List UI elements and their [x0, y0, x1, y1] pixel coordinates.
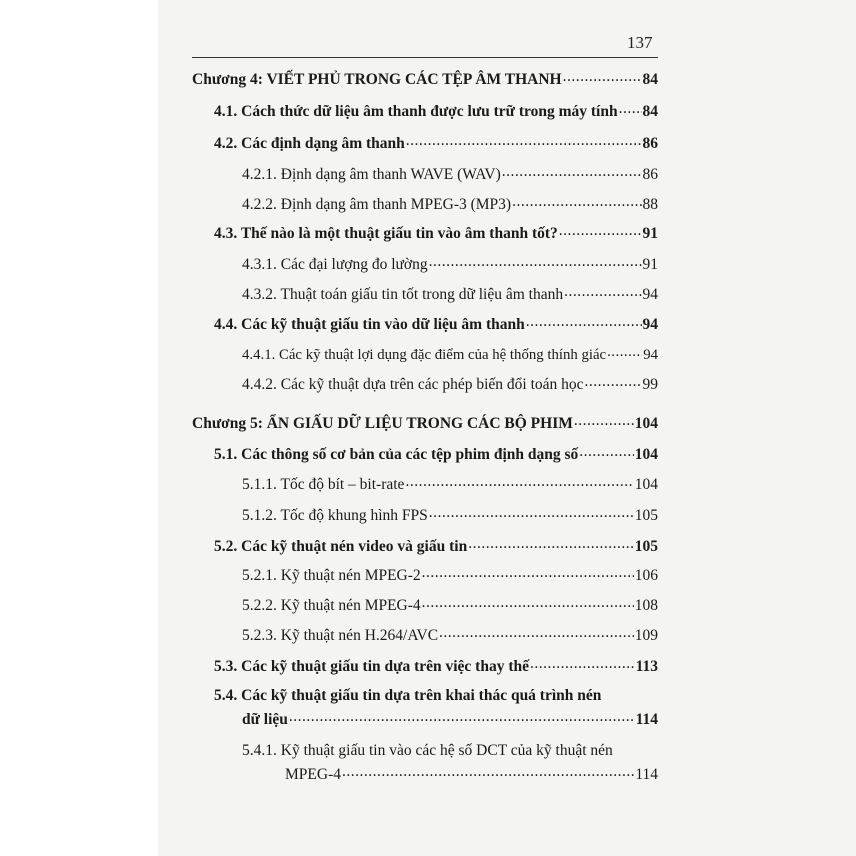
toc-entry-title: 5.2.2. Kỹ thuật nén MPEG-4 [242, 597, 421, 614]
toc-entry [214, 224, 658, 244]
toc-entry [242, 710, 658, 730]
toc-entry-title: 5.2. Các kỹ thuật nén video và giấu tin [214, 538, 468, 555]
toc-entry [214, 134, 658, 154]
toc-leader [289, 710, 635, 724]
toc-entry [214, 445, 658, 465]
toc-entry-title: Chương 5: ẨN GIẤU DỮ LIỆU TRONG CÁC BỘ PHIM [192, 415, 573, 432]
toc-entry [214, 657, 658, 677]
toc-leader [422, 566, 634, 580]
toc-leader [579, 445, 633, 459]
toc-leader [574, 414, 634, 428]
toc-entry-page: 84 [642, 103, 658, 120]
toc-entry-title: 4.2. Các định dạng âm thanh [214, 135, 405, 152]
toc-leader [502, 165, 642, 179]
toc-entry [242, 596, 658, 616]
toc-entry-page: 106 [634, 567, 658, 584]
toc-entry-page: 94 [642, 286, 658, 303]
toc-entry-page: 88 [642, 196, 658, 213]
toc-leader [422, 596, 634, 610]
toc-entry [242, 626, 658, 646]
toc-entry-page: 91 [642, 256, 658, 273]
toc-leader [439, 626, 634, 640]
toc-entry-title: dữ liệu [242, 711, 288, 728]
toc-entry-title-line1: 5.4.1. Kỹ thuật giấu tin vào các hệ số DCT của kỹ thuật nén [242, 742, 613, 759]
toc-leader [429, 255, 642, 269]
page-number: 137 [627, 33, 653, 52]
toc-entry-title: 5.1. Các thông số cơ bản của các tệp phim định dạng số [214, 446, 579, 463]
toc-entry [242, 195, 658, 215]
toc-entry [192, 414, 658, 434]
toc-entry-page: 91 [642, 225, 658, 242]
toc-entry-title: 4.2.2. Định dạng âm thanh MPEG-3 (MP3) [242, 196, 512, 213]
toc-leader [564, 285, 641, 299]
toc-leader [563, 70, 642, 84]
toc-leader [468, 537, 634, 551]
toc-entry-page: 104 [634, 476, 658, 493]
toc-entry-page: 113 [635, 658, 658, 675]
toc-leader [607, 345, 642, 359]
toc-entry-title: 5.3. Các kỹ thuật giấu tin dựa trên việc thay thế [214, 658, 529, 675]
toc-entry [192, 70, 658, 90]
toc-entry-page: 114 [635, 711, 658, 728]
toc-leader [429, 506, 634, 520]
toc-entry-title: 4.1. Cách thức dữ liệu âm thanh được lưu trữ trong máy tính [214, 103, 618, 120]
toc-entry-title: 5.2.3. Kỹ thuật nén H.264/AVC [242, 627, 439, 644]
toc-entry-title: 4.3. Thế nào là một thuật giấu tin vào âm thanh tốt? [214, 225, 558, 242]
toc-entry-page: 86 [642, 166, 658, 183]
toc-entry [214, 315, 658, 335]
toc-entry [214, 102, 658, 122]
toc-entry [242, 285, 658, 305]
toc-leader [530, 657, 635, 671]
toc-entry [242, 475, 658, 495]
toc-leader [406, 134, 642, 148]
toc-leader [559, 224, 642, 238]
toc-entry-page: 109 [634, 627, 658, 644]
toc-entry-page: 108 [634, 597, 658, 614]
toc-entry [242, 566, 658, 586]
toc-entry [285, 765, 658, 785]
toc-entry-page: 104 [634, 415, 658, 432]
toc-entry-title: 4.2.1. Định dạng âm thanh WAVE (WAV) [242, 166, 501, 183]
toc-entry-page: 94 [642, 316, 658, 333]
toc-leader [526, 315, 642, 329]
toc-entry-title: 5.1.2. Tốc độ khung hình FPS [242, 507, 428, 524]
toc-entry-title: 4.3.1. Các đại lượng đo lường [242, 256, 428, 273]
toc-leader [619, 102, 642, 116]
toc-entry [242, 506, 658, 526]
toc-leader [405, 475, 633, 489]
toc-entry-title: 4.4.2. Các kỹ thuật dựa trên các phép biến đổi toán học [242, 376, 584, 393]
toc-entry-title: 4.4.1. Các kỹ thuật lợi dụng đặc điểm của hệ thống thính giác [242, 347, 607, 363]
toc-entry [242, 165, 658, 185]
toc-entry-title: 5.2.1. Kỹ thuật nén MPEG-2 [242, 567, 421, 584]
toc-entry-page: 86 [642, 135, 658, 152]
toc-entry-page: 114 [635, 766, 658, 783]
toc-entry-title-line1: 5.4. Các kỹ thuật giấu tin dựa trên khai thác quá trình nén [214, 687, 602, 704]
toc-entry [242, 345, 658, 365]
toc-entry-title: 4.4. Các kỹ thuật giấu tin vào dữ liệu âm thanh [214, 316, 525, 333]
toc-entry-page: 84 [642, 71, 658, 88]
toc-entry [214, 537, 658, 557]
toc-entry-page: 94 [643, 347, 658, 363]
toc-entry [242, 255, 658, 275]
toc-entry-page: 105 [634, 507, 658, 524]
toc-entry-title: Chương 4: VIẾT PHỦ TRONG CÁC TỆP ÂM THANH [192, 71, 562, 88]
toc-leader [342, 765, 634, 779]
toc-entry-title: MPEG-4 [285, 766, 341, 783]
toc-entry-page: 99 [642, 376, 658, 393]
toc-entry [242, 375, 658, 395]
toc-leader [585, 375, 642, 389]
toc-entry-page: 105 [634, 538, 658, 555]
toc-entry-title: 4.3.2. Thuật toán giấu tin tốt trong dữ liệu âm thanh [242, 286, 564, 303]
toc-entry-title: 5.1.1. Tốc độ bít – bit-rate [242, 476, 405, 493]
toc-leader [512, 195, 641, 209]
toc-entry-page: 104 [634, 446, 658, 463]
